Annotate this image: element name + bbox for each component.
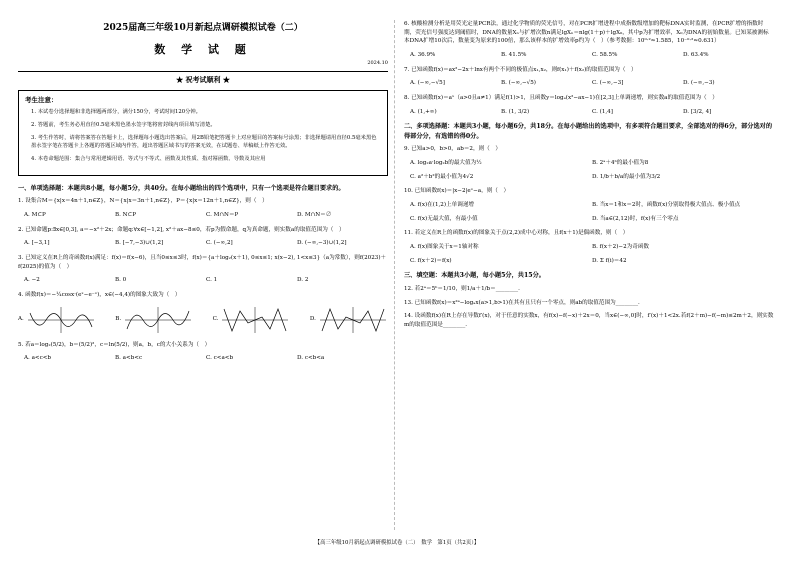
- notice-box: [18, 90, 388, 176]
- options-11: [410, 243, 774, 265]
- option: A. f(x)图象关于x＝1轴对称: [410, 244, 479, 251]
- question-10: 10. 已知函数f(x)＝|x−2|eˣ−a，则（ ）: [404, 188, 510, 195]
- exam-title: 2025届高三年级10月新起点调研模拟试卷（二）: [103, 23, 303, 33]
- option: B. f(x＋2)−2为奇函数: [592, 244, 650, 251]
- option: D. 1/b＋b/a的最小值为3/2: [592, 173, 661, 180]
- section-heading: 三、填空题：本题共3小题，每小题5分，共15分。: [404, 272, 545, 280]
- options-6: [410, 51, 774, 60]
- option: B. [−7,−3)∪(1,2]: [115, 240, 164, 247]
- option: D. 当a∈(2,12)时，f(x)有三个零点: [592, 215, 679, 222]
- graph-label: B.: [115, 316, 122, 323]
- option: A. −2: [24, 277, 40, 284]
- question-3: 3. 已知定义在R上的奇函数f(x)满足：f(x)＝f(x−6)，且当0≤x≤3时，f(x)＝{a＋log₂(x＋1), 0≤x≤1; x(x−2), 1<x≤3}（a为常数），则f(2023)＋f(2025)的值为（ ）: [18, 254, 387, 270]
- options-3: [24, 276, 388, 285]
- options-5: [24, 354, 388, 363]
- question-6: 6. 核酸检测分析是用荧光定量PCR法，通过化学物质的荧光信号，对在PCR扩增进程中成指数级增加的靶标DNA实时监测，在PCR扩增的指数时期，荧光信号强度达到阈值时，DNA的数量Xₙ与扩增次数n满足lgXₙ＝nlg(1＋p)＋lgX₀，其中p为扩增效率，X₀为DNA的初始数量。已知某被测标本DNA扩增10次后，数量变为原来的100倍，那么该样本的扩增效率p约为（ ）（参考数据：10⁰·²≈1.585，10⁻⁰·²≈0.631）: [404, 21, 769, 45]
- option: C. 1: [206, 277, 218, 284]
- options-10: [410, 201, 774, 223]
- option: D. Σ f(i)＝42: [592, 257, 627, 264]
- options-8: [410, 108, 774, 117]
- option: A. M⊂P: [24, 211, 46, 218]
- function-graphs: [18, 305, 388, 335]
- option: A. a<c<b: [24, 355, 52, 362]
- question-4: 4. 函数f(x)＝−¼cosx·(eˣ−e⁻ˣ)，x∈(−4,4)的图象大致为（ ）: [18, 291, 181, 298]
- question-5: 5. 若a＝log₂(5/2)，b＝(5/2)²，c＝ln(5/2)，则a，b，c的大小关系为（ ）: [18, 341, 211, 348]
- section-heading: 一、单项选择题：本题共8小题，每小题5分，共40分。在每小题给出的四个选项中，只有一个选项是符合题目要求的。: [18, 184, 345, 192]
- question-14: 14. 设函数f(x)在R上存在导数f′(x)，对于任意的实数x，有f(x)−f(−x)＋2x＝0，当x∈(−∞,0]时，f′(x)＋1<2x.若f(2＋m)−f(−m)≤2m＋2，则实数m的取值范围是________.: [404, 313, 774, 328]
- option: D. (−∞,−3)∪(1,2]: [297, 240, 347, 247]
- divider: [18, 71, 388, 72]
- option: C. c<a<b: [206, 355, 234, 362]
- graph-d-icon: [318, 305, 388, 335]
- option: B. 41.5%: [501, 51, 527, 58]
- graph-option-d: [310, 305, 388, 335]
- option: C. 58.5%: [592, 51, 618, 58]
- option: D. M∩N＝∅: [297, 211, 332, 218]
- graph-a-icon: [26, 305, 96, 335]
- section-heading: 二、多项选择题：本题共3小题，每小题6分，共18分。在每小题给出的选项中，有多项符合题目要求，全部选对的得6分，部分选对的得部分分，有选错的得0分。: [404, 123, 773, 140]
- option: C. f(x)无最大值，有最小值: [410, 215, 478, 222]
- question-1: 1. 设集合M＝{x|x＝4n＋1,n∈Z}，N＝{x|x＝3n＋1,n∈Z}，P＝{x|x＝12n＋1,n∈Z}，则（ ）: [18, 198, 268, 205]
- column-divider: [394, 20, 395, 530]
- wish-banner: ★ 祝考试顺利 ★: [176, 74, 230, 84]
- option: A. [−3,1]: [24, 240, 50, 247]
- option: B. 0: [115, 277, 127, 284]
- graph-option-b: [115, 305, 193, 335]
- question-2: 2. 已知命题p:∃x∈[0,3], a＝−x²＋2x；命题q:∀x∈[−1,2], x²＋ax−8≤0，若p为假命题，q为真命题，则实数a的取值范围为（ ）: [18, 226, 345, 233]
- option: C. f(x＋2)＝f(x): [410, 257, 452, 264]
- options-1: [24, 211, 388, 220]
- notice-item: 2. 答题前，考生务必用直径0.5毫米黑色墨水签字笔将密封线内项目填写清楚。: [31, 121, 216, 128]
- left-column: [18, 18, 388, 369]
- graph-b-icon: [123, 305, 193, 335]
- option: C. a²＋b²的最小值为4√2: [410, 173, 474, 180]
- option: A. f(x)在(1,2)上单调递增: [410, 202, 475, 209]
- graph-option-a: [18, 305, 96, 335]
- question-11: 11. 若定义在R上的函数f(x)的图象关于点(2,2)成中心对称，且f(x＋1)是偶函数，则（ ）: [404, 230, 629, 237]
- options-2: [24, 239, 388, 248]
- question-7: 7. 已知函数f(x)＝ax²−2x＋lnx有两个不同的极值点x₁,x₂，则f(x₁)＋f(x₂)的取值范围为（ ）: [404, 66, 637, 73]
- notice-item: 3. 考生作答时，请将答案答在答题卡上，选择题每小题选出答案后，用2B铅笔把答题卡上对应题目的答案标号涂黑；非选择题请用直径0.5毫米黑色墨水签字笔在答题卡上各题的答题区域内作答，超出答题区域书写的答案无效，在试题卷、草稿纸上作答无效。: [31, 135, 377, 150]
- option: D. c<b<a: [297, 355, 325, 362]
- graph-c-icon: [220, 305, 290, 335]
- options-9: [410, 159, 774, 181]
- options-7: [410, 79, 774, 88]
- option: B. (−∞,−√5): [501, 80, 536, 87]
- option: B. (1, 3/2): [501, 108, 530, 115]
- option: C. M∩N＝P: [206, 211, 239, 218]
- notice-item: 1. 本试卷分选择题和非选择题两部分，满分150分，考试时间120分钟。: [31, 108, 201, 115]
- option: D. (−∞,−3): [683, 80, 715, 87]
- option: D. 2: [297, 277, 309, 284]
- option: B. N⊂P: [115, 211, 137, 218]
- right-column: [404, 18, 774, 335]
- question-9: 9. 已知a>0，b>0，ab＝2，则（ ）: [404, 146, 501, 153]
- graph-label: D.: [309, 316, 316, 323]
- option: B. 2ᵃ＋4ᵇ的最小值为8: [592, 160, 649, 167]
- question-8: 8. 已知函数f(x)＝aˣ（a>0且a≠1）满足f(1)>1，且函数y＝logₐ(x²−ax−1)在[2,3]上单调递增，则实数a的取值范围为（ ）: [404, 94, 718, 101]
- option: D. 63.4%: [683, 51, 709, 58]
- option: B. a<b<c: [115, 355, 143, 362]
- notice-heading: 考生注意：: [25, 95, 58, 104]
- option: C. (−∞,−3]: [592, 80, 624, 87]
- option: C. (1,4]: [592, 108, 613, 115]
- option: B. 当x＝1和x＝2时，函数f(x)分别取得极大值点、极小值点: [592, 202, 741, 209]
- option: A. 36.9%: [410, 51, 436, 58]
- exam-date: 2024.10: [367, 59, 388, 66]
- graph-label: A.: [18, 316, 24, 323]
- page-footer: 【高三年级10月新起点调研模拟试卷（二） 数学 第1页（共2页）】: [314, 540, 480, 546]
- question-12: 12. 若2ᵃ＝5ᵇ＝1/10，则1/a＋1/b＝________.: [404, 285, 520, 292]
- option: D. [3/2, 4]: [683, 108, 712, 115]
- option: A. log₂a·log₂b的最大值为½: [410, 160, 482, 167]
- option: A. (1,+∞): [410, 108, 437, 115]
- graph-label: C.: [212, 316, 219, 323]
- question-13: 13. 已知函数f(x)＝x²ᵃ−logₐx(a>1,b>1)在其有且只有一个零点，则ab的取值范围为________.: [404, 299, 640, 306]
- exam-subject: 数 学 试 题: [154, 42, 252, 56]
- notice-item: 4. 本卷命题范围：集合与常用逻辑用语、等式与不等式、函数及其性质、指对幂函数、导数及其应用: [31, 156, 266, 163]
- option: C. (−∞,2]: [206, 240, 233, 247]
- graph-option-c: [213, 305, 291, 335]
- option: A. (−∞,−√5]: [410, 80, 445, 87]
